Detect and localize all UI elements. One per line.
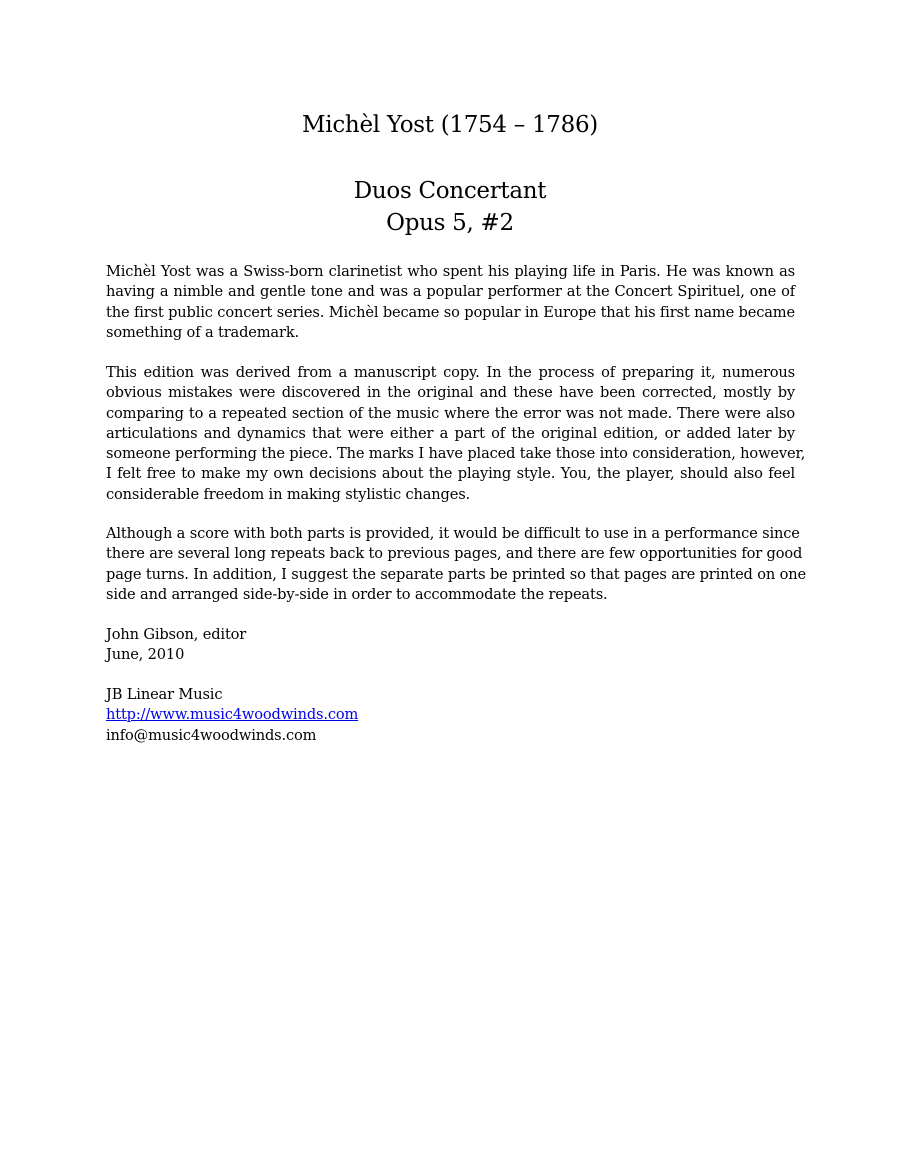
editor-name: John Gibson, editor [106, 626, 247, 643]
publisher-website-link[interactable]: http://www.music4woodwinds.com [106, 706, 359, 724]
paragraph-line: someone performing the piece. The marks I have placed take those into consideration, however, [106, 445, 806, 463]
editor-signoff [106, 625, 795, 666]
paragraph-line: obvious mistakes were discovered in the original and these have been corrected, mostly by [106, 384, 795, 402]
paragraph-line: side and arranged side-by-side in order to accommodate the repeats. [106, 585, 608, 603]
composer-line: Michèl Yost (1754 – 1786) [302, 112, 598, 138]
publisher-email: info@music4woodwinds.com [106, 726, 317, 744]
paragraph-line: This edition was derived from a manuscript copy. In the process of preparing it, numerous [106, 364, 795, 381]
opus-number: Opus 5, #2 [386, 210, 514, 236]
intro-paragraph-1 [106, 262, 795, 343]
paragraph-line: I felt free to make my own decisions about the playing style. You, the player, should also feel [106, 465, 795, 483]
paragraph-line: considerable freedom in making stylistic changes. [106, 485, 471, 503]
paragraph-line: Michèl Yost was a Swiss-born clarinetist who spent his playing life in Paris. He was known as [106, 263, 795, 280]
publisher-name: JB Linear Music [106, 686, 223, 703]
intro-paragraph-3 [106, 524, 806, 605]
publisher-block [106, 685, 795, 746]
paragraph-line: page turns. In addition, I suggest the separate parts be printed so that pages are printed on one [106, 565, 806, 583]
paragraph-line: something of a trademark. [106, 323, 299, 341]
paragraph-line: Although a score with both parts is provided, it would be difficult to use in a performance since [106, 525, 800, 542]
work-title: Duos Concertant [353, 178, 547, 204]
composer-heading [0, 110, 900, 140]
paragraph-line: there are several long repeats back to previous pages, and there are few opportunities for good [106, 545, 803, 563]
intro-paragraph-2 [106, 363, 806, 505]
work-heading [0, 176, 900, 240]
paragraph-line: having a nimble and gentle tone and was a popular performer at the Concert Spirituel, one of [106, 283, 795, 301]
paragraph-line: articulations and dynamics that were either a part of the original edition, or added later by [106, 424, 795, 442]
edition-date: June, 2010 [106, 646, 185, 664]
paragraph-line: the first public concert series. Michèl became so popular in Europe that his first name became [106, 303, 795, 321]
paragraph-line: comparing to a repeated section of the music where the error was not made. There were also [106, 404, 795, 422]
